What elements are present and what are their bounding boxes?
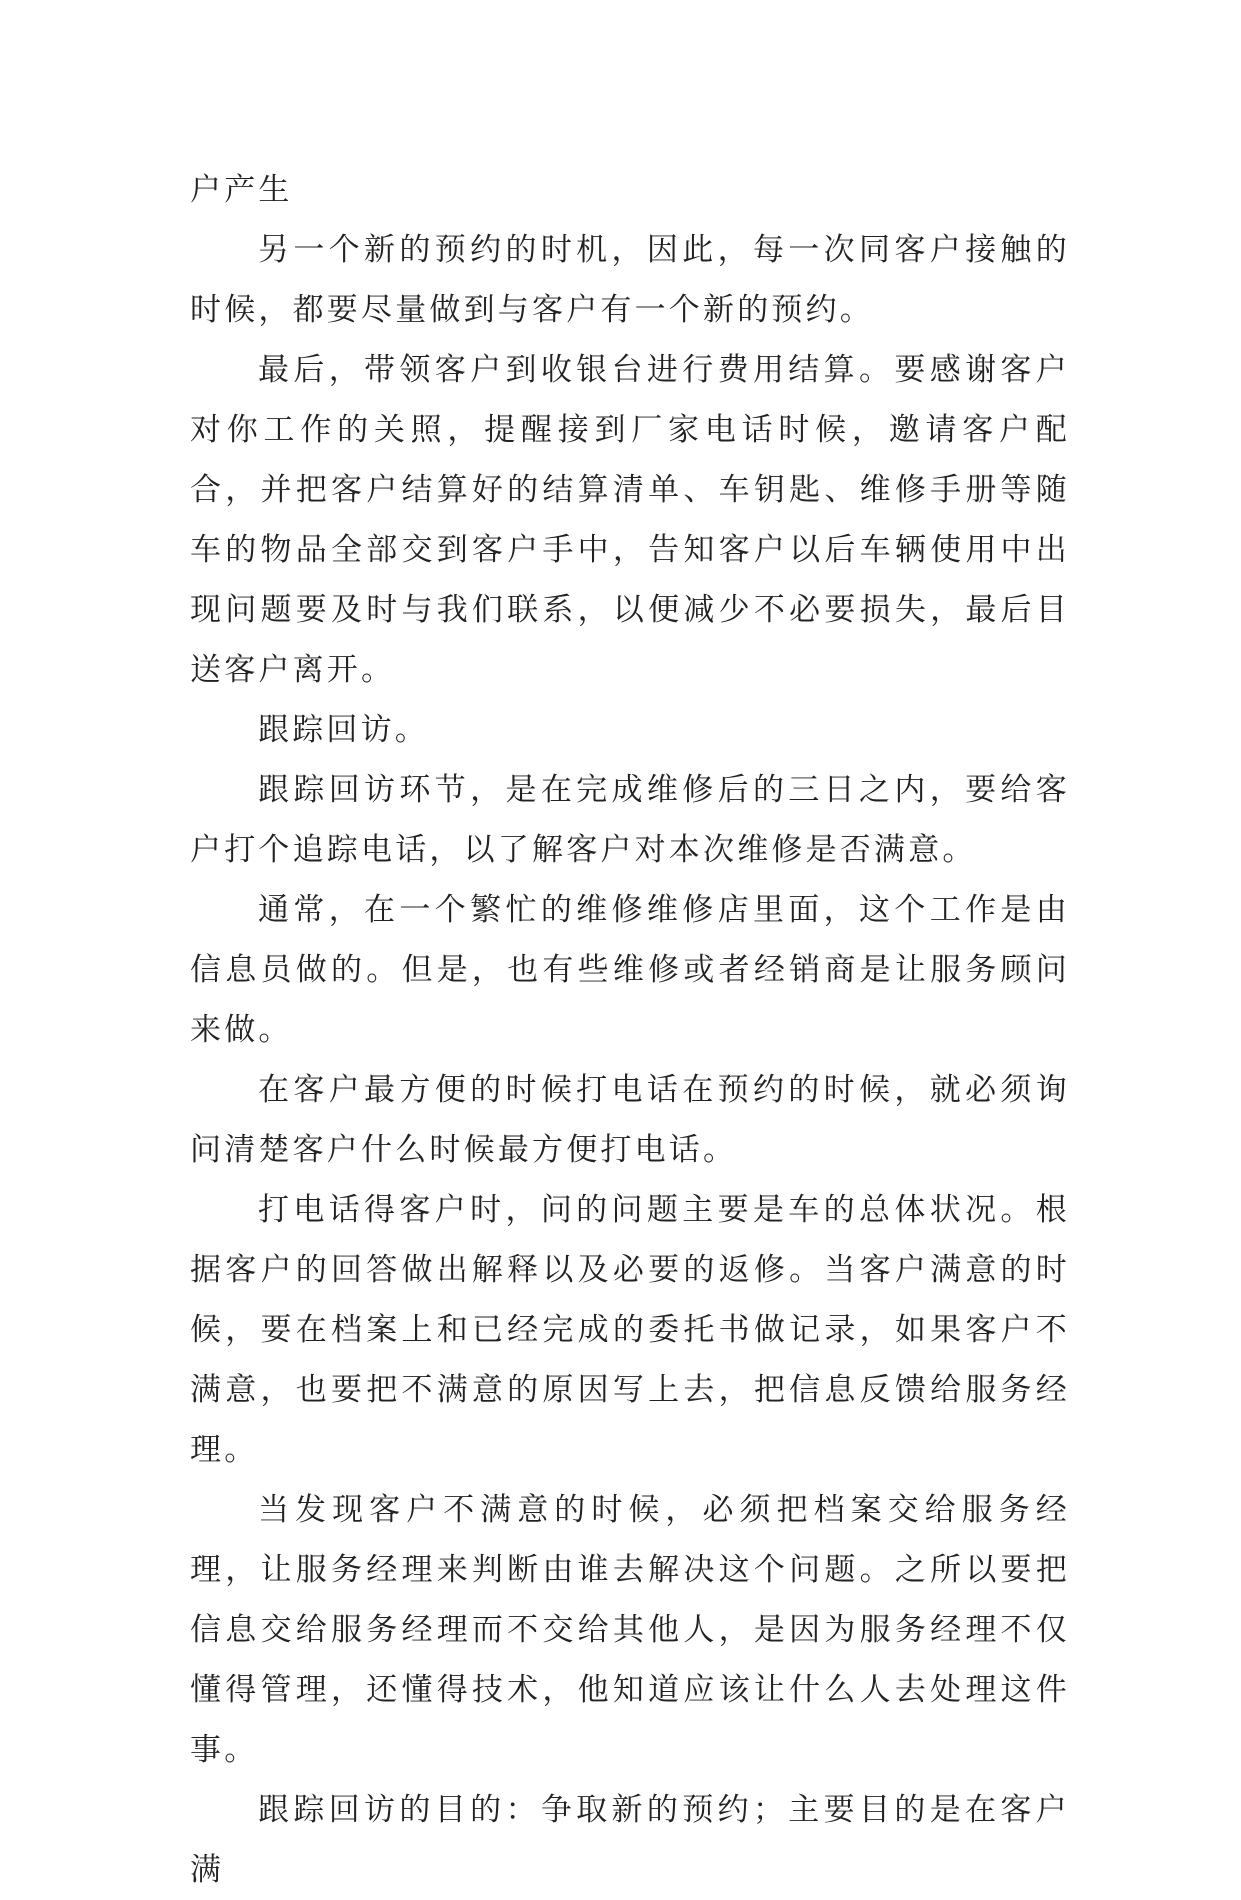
paragraph-10: 跟踪回访的目的：争取新的预约；主要目的是在客户满 — [190, 1792, 1070, 1888]
paragraph-2: 另一个新的预约的时机，因此，每一次同客户接触的时候，都要尽量做到与客户有一个新的预约。 — [190, 232, 1070, 328]
paragraph-6: 通常，在一个繁忙的维修维修店里面，这个工作是由信息员做的。但是，也有些维修或者经销商是让服务顾问来做。 — [190, 892, 1070, 1048]
paragraph-8: 打电话得客户时，问的问题主要是车的总体状况。根据客户的回答做出解释以及必要的返修。当客户满意的时候，要在档案上和已经完成的委托书做记录，如果客户不满意，也要把不满意的原因写上去，把信息反馈给服务经理。 — [190, 1192, 1070, 1468]
paragraph-1: 户产生 — [190, 172, 293, 208]
paragraph-5: 跟踪回访环节，是在完成维修后的三日之内，要给客户打个追踪电话，以了解客户对本次维修是否满意。 — [190, 772, 1070, 868]
paragraph-9: 当发现客户不满意的时候，必须把档案交给服务经理，让服务经理来判断由谁去解决这个问题。之所以要把信息交给服务经理而不交给其他人，是因为服务经理不仅懂得管理，还懂得技术，他知道应该让什么人去处理这件事。 — [190, 1492, 1070, 1768]
paragraph-7: 在客户最方便的时候打电话在预约的时候，就必须询问清楚客户什么时候最方便打电话。 — [190, 1072, 1070, 1168]
paragraph-3: 最后，带领客户到收银台进行费用结算。要感谢客户对你工作的关照，提醒接到厂家电话时候，邀请客户配合，并把客户结算好的结算清单、车钥匙、维修手册等随车的物品全部交到客户手中，告知客户以后车辆使用中出现问题要及时与我们联系，以便减少不必要损失，最后目送客户离开。 — [190, 352, 1070, 688]
paragraph-4-heading: 跟踪回访。 — [258, 712, 429, 748]
document-body — [190, 160, 1070, 1900]
